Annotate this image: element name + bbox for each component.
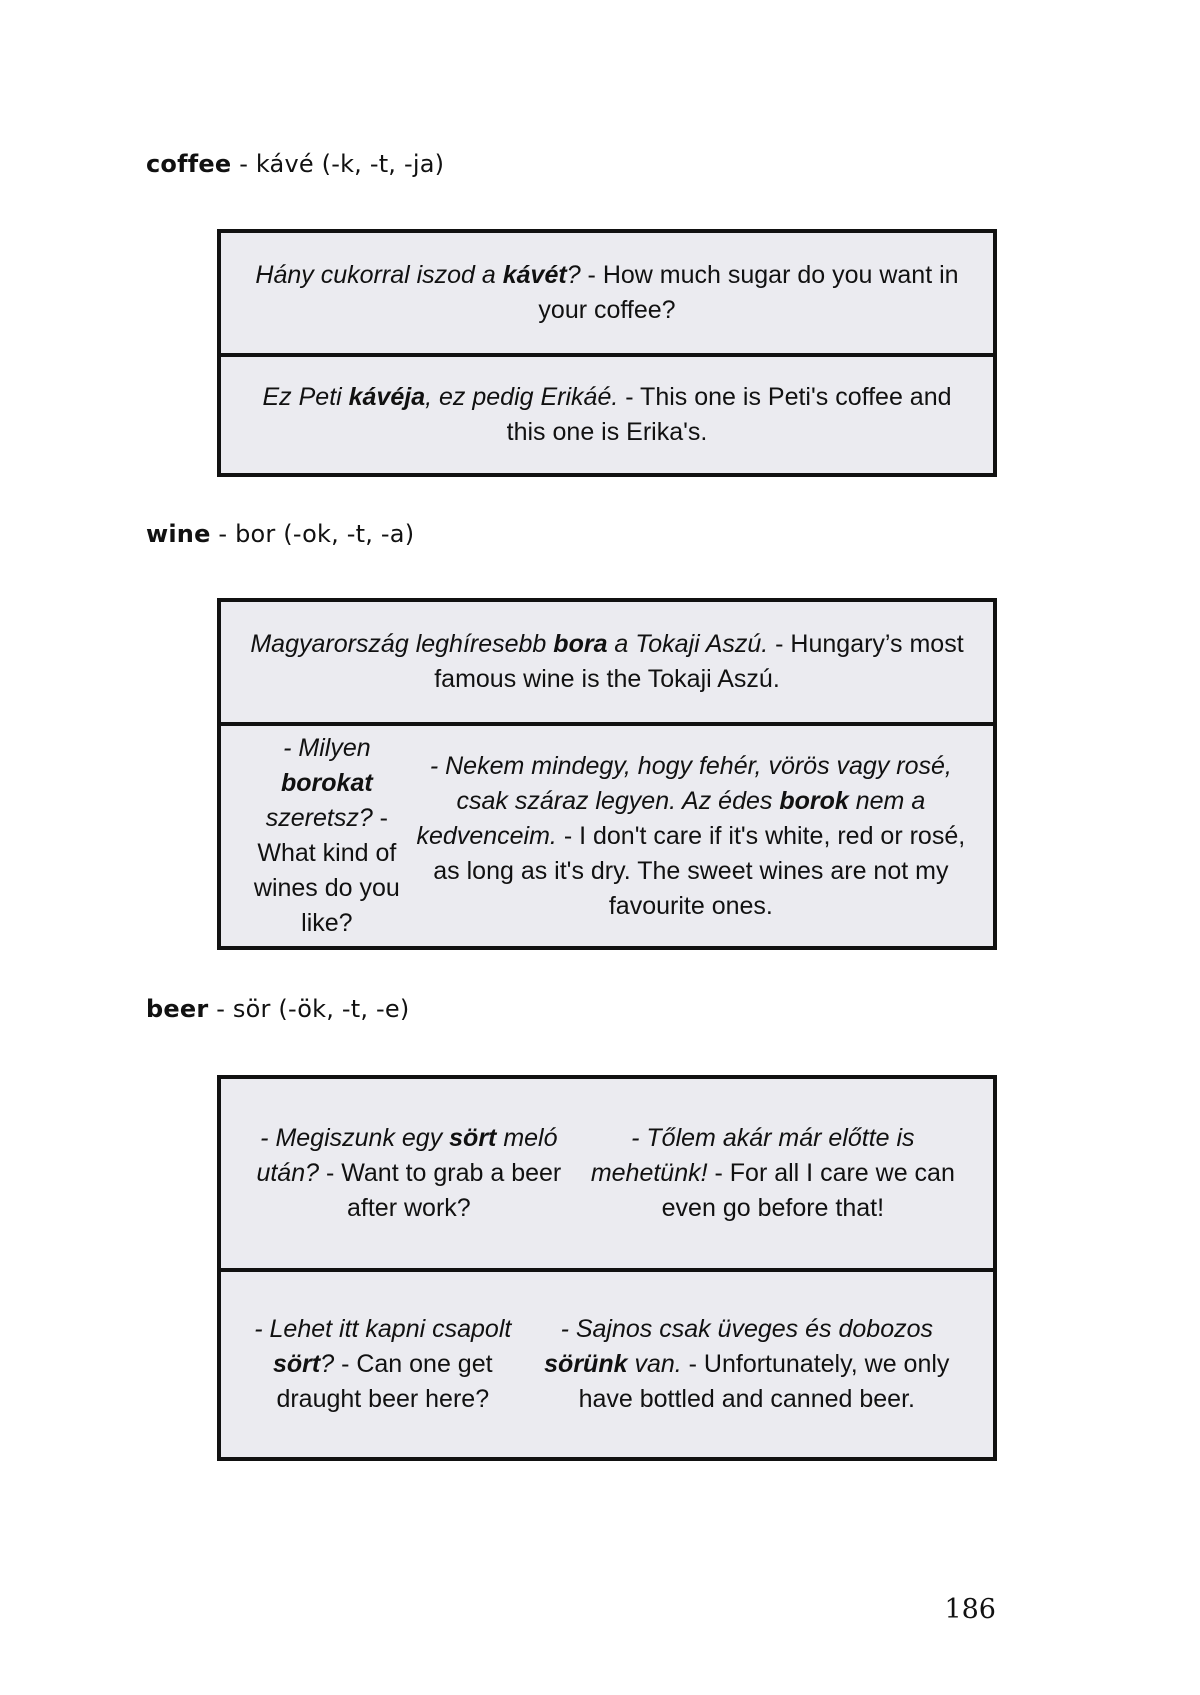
hungarian-sentence xyxy=(263,383,619,411)
sentence-text: ? xyxy=(566,261,581,289)
sentence-text: Ez Peti xyxy=(262,383,349,411)
example-sentence xyxy=(243,380,971,450)
example-card-beer xyxy=(217,1075,997,1461)
english-translation: - Want to grab a beer after work? xyxy=(319,1159,562,1222)
sentence-text: a Tokaji Aszú. xyxy=(607,630,769,658)
sentence-text: - Milyen xyxy=(283,734,371,762)
entry-english-word: wine xyxy=(146,520,211,548)
sentence-text: ? xyxy=(320,1350,335,1378)
sentence-text: , ez pedig Erikáé. xyxy=(425,383,619,411)
example-cell xyxy=(221,1268,993,1457)
sentence-text: - Sajnos csak üveges és dobozos xyxy=(560,1315,933,1343)
english-translation: - For all I care we can even go before that! xyxy=(661,1159,955,1222)
example-sentence xyxy=(243,1312,523,1417)
example-cell xyxy=(221,353,993,473)
example-sentence xyxy=(243,1121,575,1226)
entry-hungarian-forms: - bor (-ok, -t, -a) xyxy=(210,520,415,548)
example-sentence xyxy=(243,627,971,697)
highlighted-word: sört xyxy=(449,1124,497,1152)
example-cell xyxy=(221,722,993,946)
entry-heading-coffee xyxy=(146,150,444,178)
english-translation: - I don't care if it's white, red or rosé, as long as it's dry. The sweet wines are not my favourite ones. xyxy=(433,821,966,920)
english-translation: - What kind of wines do you like? xyxy=(253,804,400,937)
hungarian-sentence xyxy=(266,734,373,832)
example-card-coffee xyxy=(217,229,997,477)
example-sentence xyxy=(243,258,971,328)
entry-english-word: beer xyxy=(146,995,209,1023)
english-translation: - Unfortunately, we only have bottled and canned beer. xyxy=(578,1350,950,1413)
entry-hungarian-forms: - sör (-ök, -t, -e) xyxy=(208,995,410,1023)
highlighted-word: borokat xyxy=(281,769,373,797)
sentence-text: Hány cukorral iszod a xyxy=(255,261,503,289)
english-translation: - How much sugar do you want in your coffee? xyxy=(538,261,959,324)
hungarian-sentence xyxy=(250,630,768,658)
english-translation: - Hungary’s most famous wine is the Tokaji Aszú. xyxy=(434,630,964,693)
entry-english-word: coffee xyxy=(146,150,232,178)
entry-heading-wine xyxy=(146,520,414,548)
example-sentence xyxy=(575,1121,971,1226)
example-sentence xyxy=(243,731,411,941)
highlighted-word: sört xyxy=(272,1350,321,1378)
sentence-text: szeretsz? xyxy=(265,804,373,832)
page-number: 186 xyxy=(944,1594,996,1625)
example-cell xyxy=(221,602,993,722)
sentence-text: - Nekem mindegy, hogy fehér, vörös vagy rosé, csak száraz legyen. Az édes xyxy=(429,751,952,815)
example-sentence xyxy=(523,1312,971,1417)
highlighted-word: sörünk xyxy=(544,1350,628,1378)
example-card-wine xyxy=(217,598,997,950)
english-translation: - Can one get draught beer here? xyxy=(276,1350,493,1413)
sentence-text: Magyarország leghíresebb xyxy=(250,630,554,658)
sentence-text: - Tőlem akár már előtte is mehetünk! xyxy=(590,1124,915,1187)
example-cell xyxy=(221,1079,993,1268)
sentence-text: - Lehet itt kapni csapolt xyxy=(254,1315,512,1343)
example-sentence xyxy=(411,749,971,924)
entry-hungarian-forms: - kávé (-k, -t, -ja) xyxy=(231,150,445,178)
highlighted-word: borok xyxy=(779,786,849,815)
sentence-text: nem a kedvenceim. xyxy=(416,786,926,850)
english-translation: - This one is Peti's coffee and this one is Erika's. xyxy=(506,383,952,446)
sentence-text: - Megiszunk egy xyxy=(260,1124,450,1152)
entry-heading-beer xyxy=(146,995,409,1023)
highlighted-word: kávét xyxy=(502,261,567,289)
sentence-text: van. xyxy=(627,1350,682,1378)
highlighted-word: bora xyxy=(553,630,608,658)
sentence-text: meló után? xyxy=(256,1124,558,1187)
hungarian-sentence xyxy=(255,261,580,289)
highlighted-word: kávéja xyxy=(348,383,426,411)
example-cell xyxy=(221,233,993,353)
